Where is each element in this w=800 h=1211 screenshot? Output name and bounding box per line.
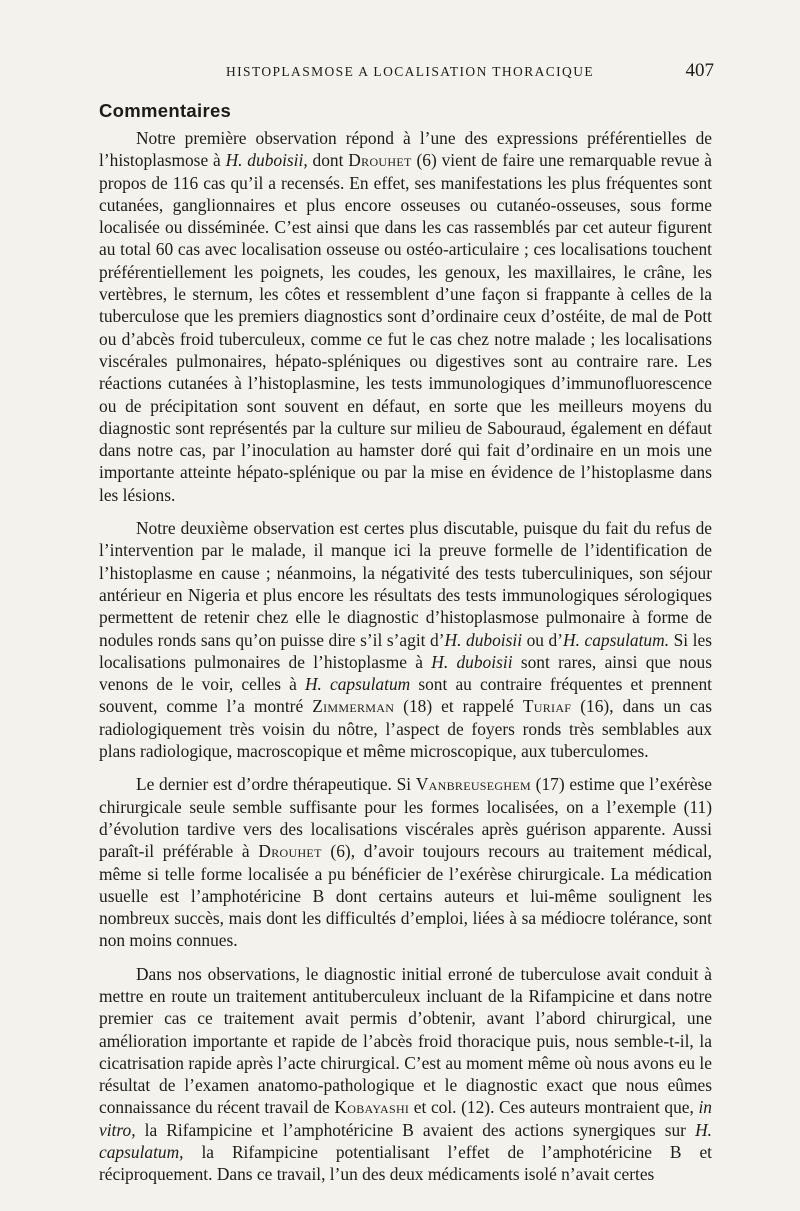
section-heading: Commentaires [99,100,232,121]
species-name: H. capsulatum [304,674,411,695]
species-name: H. capsulatum, [99,1119,712,1163]
paragraph-2 [99,517,712,762]
text-run: sont rares, ainsi que nous venons de le voir, celles à [99,651,712,695]
paragraph-1 [99,127,712,506]
running-title: HISTOPLASMOSE A LOCALISATION THORACIQUE [226,64,595,79]
species-name: H. duboisii [431,651,513,672]
author-name: Turiaf [522,696,572,717]
text-run: Notre première observation répond à l’une des expressions préférentielles de l’histoplasmose à [99,128,712,171]
species-name: H. duboisii [444,629,523,650]
text-run: sont au contraire fréquentes et prennent souvent, comme l’a montré [99,674,712,717]
species-name: H. capsulatum. [563,629,670,650]
text-run: et col. (12). Ces auteurs montraient que, [409,1097,699,1118]
text-run: la Rifampicine et l’amphotéricine B avaient des actions synergiques sur [135,1119,696,1140]
author-name: Drouhet [348,150,412,171]
text-run: la Rifampicine potentialisant l’effet de l’amphotéricine B et réciproquement. Dans ce travail, l’un des deux médicaments isolé n’avait certes [99,1142,712,1185]
author-name: Kobayashi [334,1097,410,1118]
latin-phrase: in vitro, [99,1097,712,1140]
text-run: dont [307,150,349,171]
text-run: (16), dans un cas radiologiquement très voisin du nôtre, l’aspect de foyers ronds très semblables aux plans radiologique, macroscopique et même microscopique, aux tuberculomes. [99,696,712,762]
text-run: ou d’ [522,629,564,650]
text-run: Notre deuxième observation est certes plus discutable, puisque du fait du refus de l’intervention par le malade, il manque ici la preuve formelle de l’identification de l’histoplasme en cause ; néanmoins, la négativité des tests tuberculiniques, son séjour antérieur en Nigeria et plus encore les résultats des tests immunologiques sérologiques permettent de retenir chez elle le diagnostic d’histoplasmose pulmonaire à forme de nodules ronds sans qu’on puisse dire s’il s’agit d’ [99,518,712,650]
species-name: H. duboisii, [225,150,308,171]
author-name: Vanbreuseghem [415,774,531,795]
text-run: (18) et rappelé [394,696,523,717]
text-run: (6) vient de faire une remarquable revue à propos de 116 cas qu’il a recensés. En effet, ses manifestations les plus fréquentes sont cutanées, ganglionnaires et plus encore osseuses ou cutanéo-osseuses, sous forme localisée ou disséminée. C’est ainsi que dans les cas rassemblés par cet auteur figurent au total 60 cas avec localisation osseuse ou ostéo-articulaire ; ces localisations touchent préférentiellement les poignets, les coudes, les genoux, les maxillaires, le crâne, les vertèbres, le sternum, les côtes et ressemblent d’une façon si frappante à celles de la tuberculose que les premiers diagnostics sont d’ordinaire ceux d’ostéite, de mal de Pott ou d’abcès froid tuberculeux, comme ce fut le cas chez notre malade ; les localisations viscérales pulmonaires, hépato-spléniques ou digestives sont au contraire rare. Les réactions cutanées à l’histoplasmine, les tests immunologiques d’immunofluorescence ou de précipitation sont souvent en défaut, en sorte que les meilleurs moyens du diagnostic sont représentés par la culture sur milieu de Sabouraud, également en défaut dans notre cas, par l’inoculation au hamster doré qui fait d’ordinaire en un mois une importante atteinte hépato-splénique ou par la mise en évidence de l’histoplasme dans les lésions. [99,150,712,505]
text-run: Si les localisations pulmonaires de l’histoplasme à [99,629,712,672]
article-body [99,127,712,1197]
paragraph-3 [99,773,712,951]
paragraph-4 [99,963,712,1186]
text-run: Le dernier est d’ordre thérapeutique. Si [136,774,416,795]
text-run: (17) estime que l’exérèse chirurgicale seule semble suffisante pour les formes localisées, on a l’exemple (11) d’évolution tardive vers des localisations viscérales après guérison apparente. Aussi paraît-il préférable à [99,774,713,862]
text-run: (6), d’avoir toujours recours au traitement médical, même si telle forme localisée a pu bénéficier de l’exérèse chirurgicale. La médication usuelle est l’amphotéricine B dont certains auteurs et lui-même soulignent les nombreux succès, mais dont les difficultés d’emploi, liées à sa médiocre tolérance, sont non moins connues. [99,841,713,951]
author-name: Zimmerman [312,696,395,717]
author-name: Drouhet [258,841,322,862]
page-number: 407 [685,60,714,81]
text-run: Dans nos observations, le diagnostic initial erroné de tuberculose avait conduit à mettre en route un traitement antituberculeux incluant de la Rifampicine et dans notre premier cas ce traitement avait permis d’obtenir, avant l’abord chirurgical, une amélioration importante et rapide de l’abcès froid thoracique puis, nous semble-t-il, la cicatrisation rapide après l’acte chirurgical. C’est au moment même où nous avons eu le résultat de l’examen anatomo-pathologique et le diagnostic exact que nous eûmes connaissance du récent travail de [99,963,712,1118]
running-header [226,60,714,82]
